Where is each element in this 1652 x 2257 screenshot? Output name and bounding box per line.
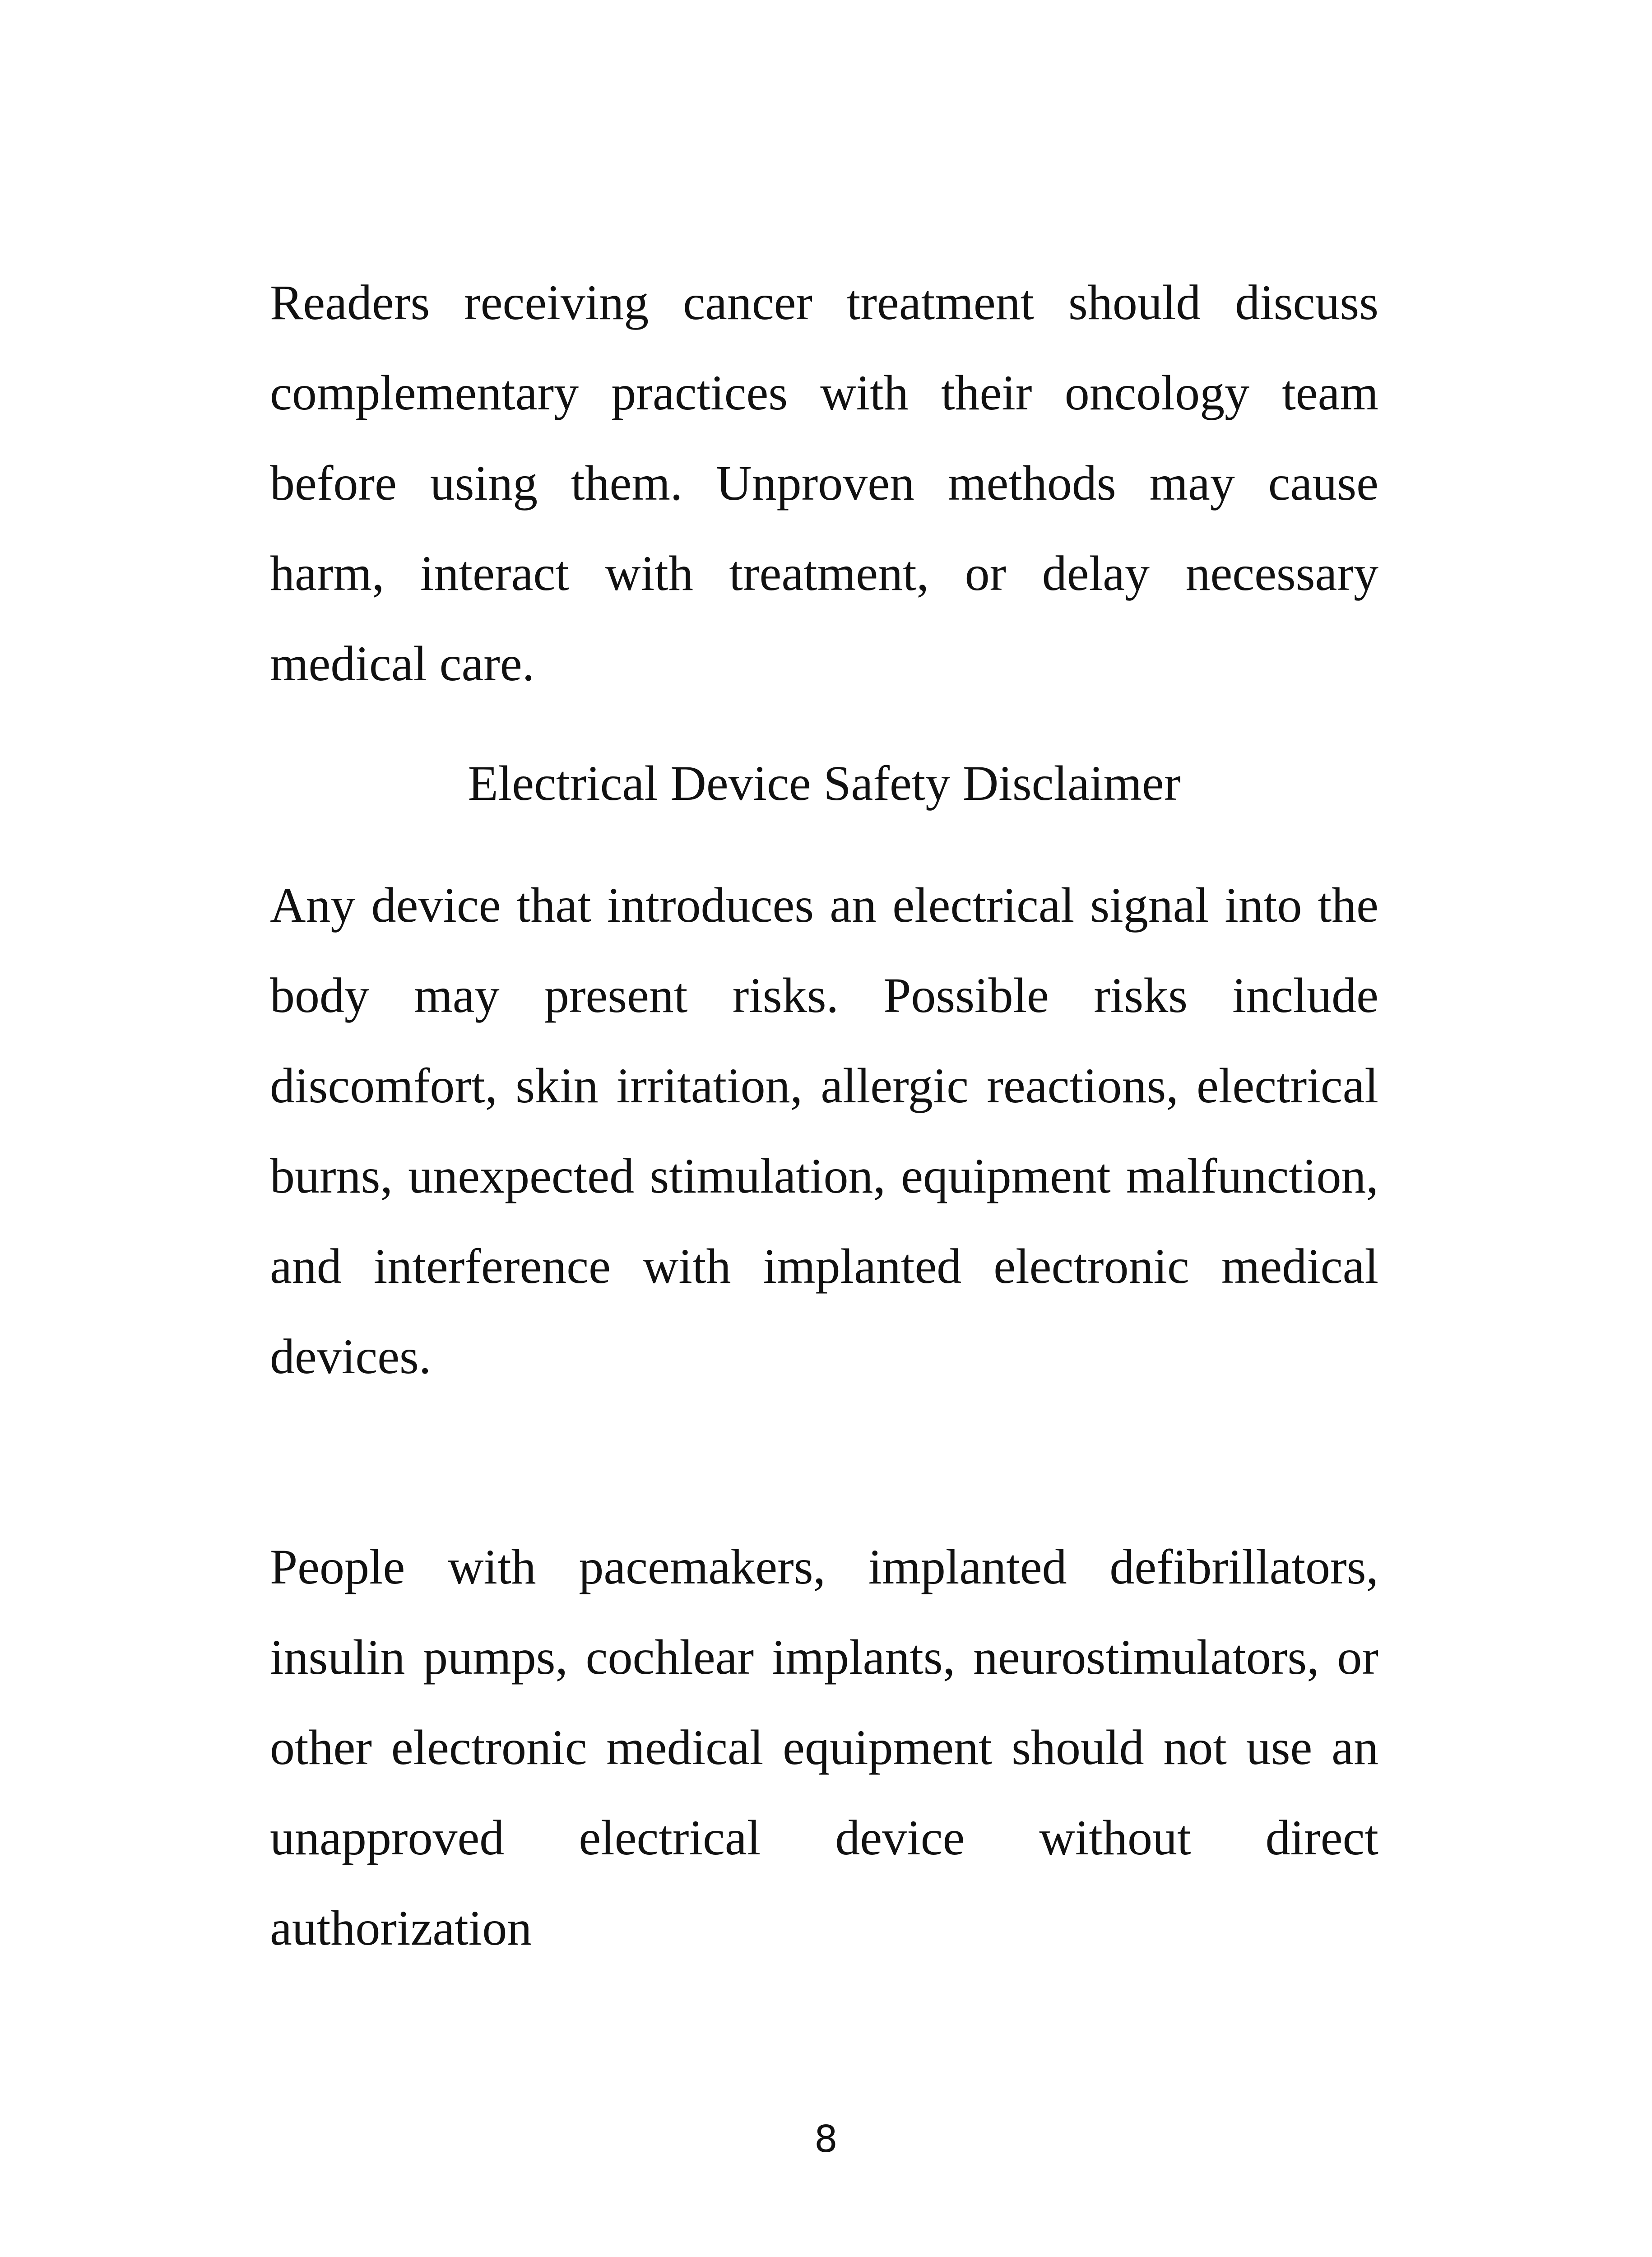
page-number: 8: [814, 2118, 838, 2161]
paragraph-implanted-devices: People with pacemakers, implanted defibrillators, insulin pumps, cochlear implants, neurostimulators, or other electronic medical equipment should not use an unapproved electrical device without direct authorization: [270, 1539, 1378, 1955]
paragraph-device-risks: Any device that introduces an electrical signal into the body may present risks. Possible risks include discomfort, skin irritation, allergic reactions, electrical burns, unexpected stimulation, equipment malfunction, and interference with implanted electronic medical devices.: [270, 878, 1378, 1384]
paragraph-cancer-treatment: Readers receiving cancer treatment should discuss complementary practices with their oncology team before using them. Unproven methods may cause harm, interact with treatment, or delay necessary medical care.: [270, 275, 1378, 691]
section-heading: Electrical Device Safety Disclaimer: [468, 756, 1181, 811]
